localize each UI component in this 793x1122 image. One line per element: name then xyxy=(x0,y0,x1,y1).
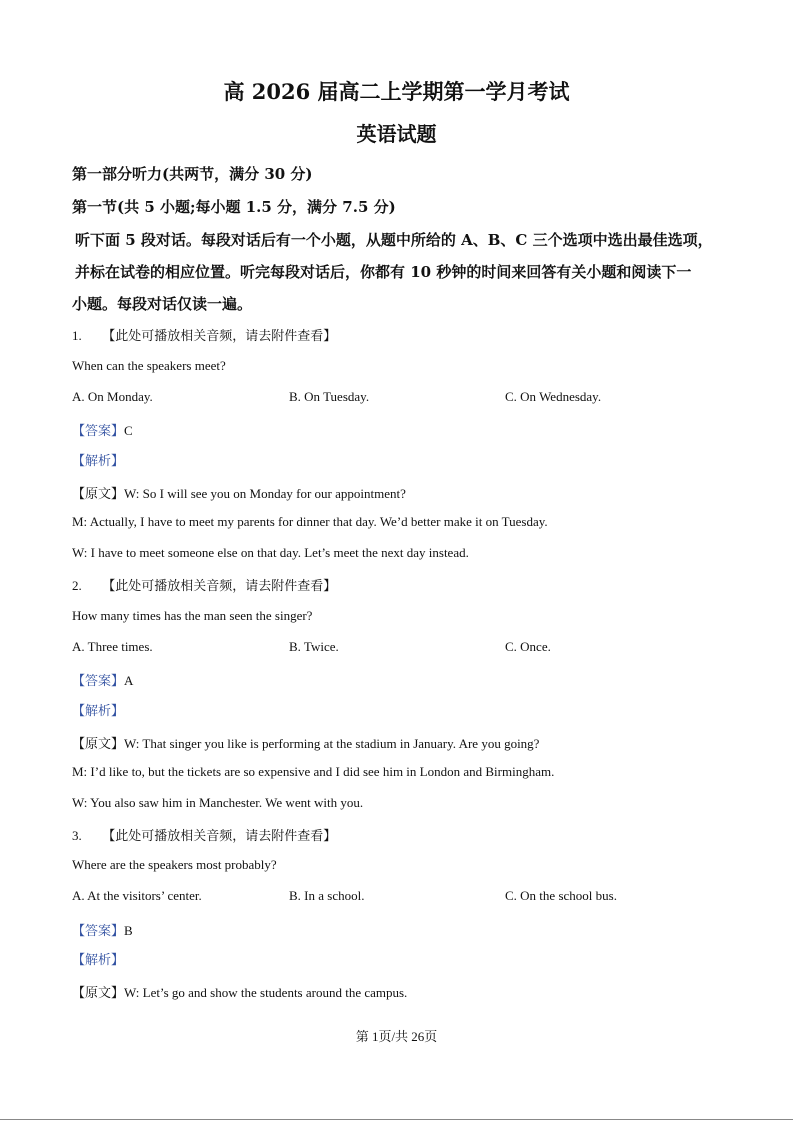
page-footer: 第 1页/共 26页 xyxy=(355,1029,438,1044)
option-a: A. At the visitors’ center. xyxy=(72,888,202,903)
answer-label: 【答案】 xyxy=(72,423,125,438)
question-text: How many times has the man seen the singer? xyxy=(72,608,313,623)
transcript-line: 【原文】W: That singer you like is performing at the stadium in January. Are you going? xyxy=(72,736,540,751)
answer-line xyxy=(72,670,133,689)
question-number: 1. xyxy=(72,328,82,343)
section-heading: 第一节(共 5 小题;每小题 1.5 分，满分 7.5 分) xyxy=(72,198,396,216)
answer-label: 【答案】 xyxy=(72,923,125,938)
question-item xyxy=(72,325,336,344)
original-label: 【原文】 xyxy=(72,985,125,1000)
answer-label: 【答案】 xyxy=(72,673,125,688)
original-label: 【原文】 xyxy=(72,736,125,751)
option-b: B. On Tuesday. xyxy=(289,389,370,404)
transcript-line: W: You also saw him in Manchester. We went with you. xyxy=(72,795,364,810)
question-item xyxy=(72,575,336,594)
audio-link[interactable]: 【此处可播放相关音频，请去附件查看】 xyxy=(102,828,337,843)
audio-link[interactable]: 【此处可播放相关音频，请去附件查看】 xyxy=(102,578,337,593)
analysis-label: 【解析】 xyxy=(72,703,125,718)
transcript-line: M: I’d like to, but the tickets are so expensive and I did see him in London and Birmingham. xyxy=(72,764,555,779)
option-a: A. On Monday. xyxy=(72,389,153,404)
original-label: 【原文】 xyxy=(72,486,125,501)
transcript-line: M: Actually, I have to meet my parents for dinner that day. We’d better make it on Tuesday. xyxy=(72,514,548,529)
answer-line xyxy=(72,920,133,939)
document-title: 高 2026 届高二上学期第一学月考试 xyxy=(223,79,570,104)
transcript-line: 【原文】W: So I will see you on Monday for our appointment? xyxy=(72,486,406,501)
document-subtitle: 英语试题 xyxy=(356,122,437,146)
question-number: 2. xyxy=(72,578,82,593)
question-text: Where are the speakers most probably? xyxy=(72,857,277,872)
option-a: A. Three times. xyxy=(72,639,153,654)
instruction-line-2: 并标在试卷的相应位置。听完每段对话后，你都有 10 秒钟的时间来回答有关小题和阅读下一 xyxy=(75,263,692,281)
answer-value: C xyxy=(124,423,133,438)
answer-line xyxy=(72,420,133,439)
analysis-label: 【解析】 xyxy=(72,453,125,468)
transcript-line: 【原文】W: Let’s go and show the students around the campus. xyxy=(72,985,408,1000)
option-c: C. On Wednesday. xyxy=(505,389,602,404)
option-b: B. Twice. xyxy=(289,639,339,654)
audio-link[interactable]: 【此处可播放相关音频，请去附件查看】 xyxy=(102,328,337,343)
option-c: C. On the school bus. xyxy=(505,888,617,903)
instruction-line-1: 听下面 5 段对话。每段对话后有一个小题，从题中所给的 A、B、C 三个选项中选出最佳选项， xyxy=(75,231,713,249)
page-bottom-divider xyxy=(0,1119,793,1120)
question-number: 3. xyxy=(72,828,82,843)
part-heading: 第一部分听力(共两节，满分 30 分) xyxy=(72,165,313,183)
question-item xyxy=(72,825,336,844)
instruction-line-3: 小题。每段对话仅读一遍。 xyxy=(72,295,253,313)
option-c: C. Once. xyxy=(505,639,551,654)
answer-value: B xyxy=(124,923,133,938)
analysis-label: 【解析】 xyxy=(72,952,125,967)
transcript-line: W: I have to meet someone else on that day. Let’s meet the next day instead. xyxy=(72,545,469,560)
question-text: When can the speakers meet? xyxy=(72,358,226,373)
answer-value: A xyxy=(124,673,134,688)
option-b: B. In a school. xyxy=(289,888,365,903)
